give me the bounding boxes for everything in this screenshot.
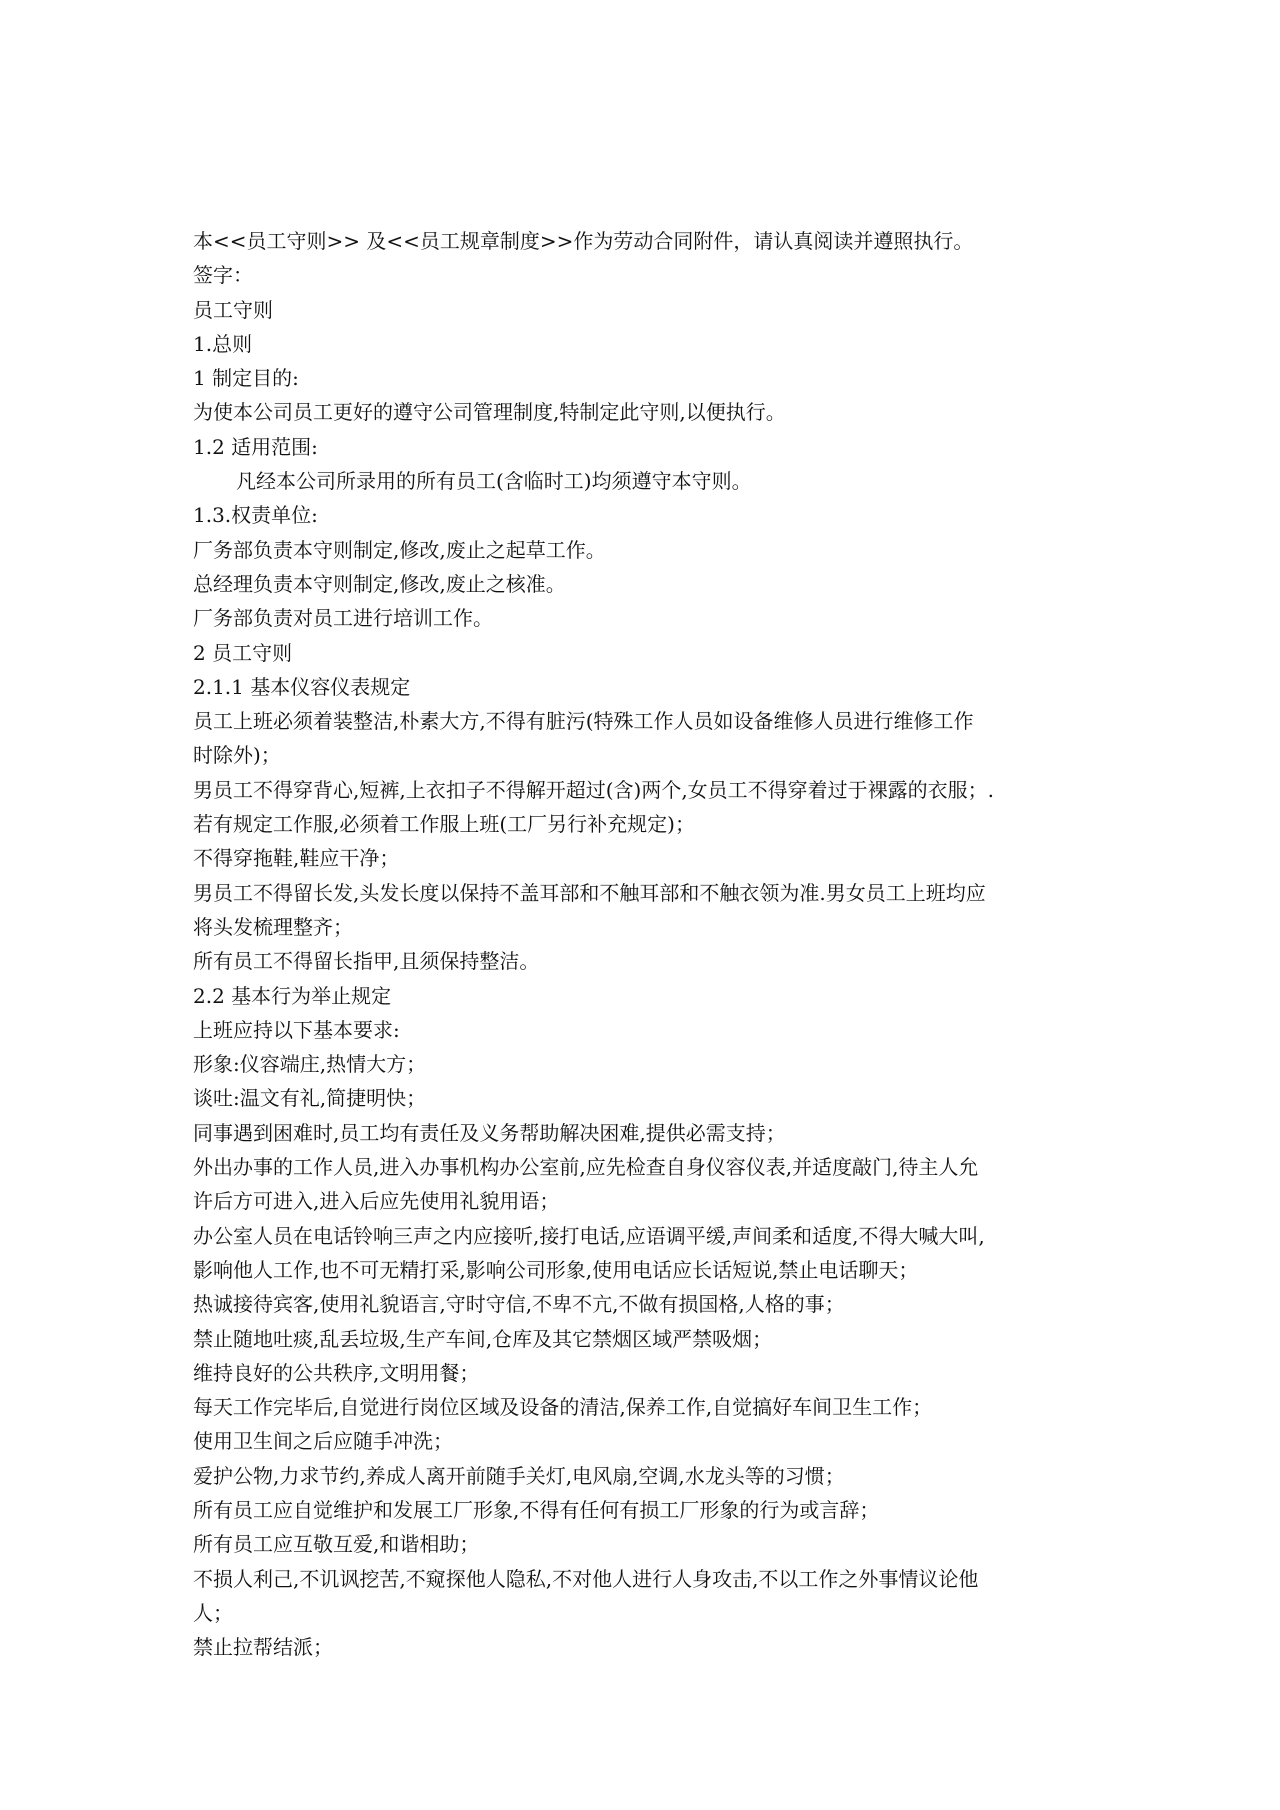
paragraph-line: 厂务部负责对员工进行培训工作。: [193, 606, 493, 631]
paragraph-line: 形象:仪容端庄,热情大方；: [193, 1052, 427, 1077]
paragraph-line: 总经理负责本守则制定,修改,废止之核准。: [193, 571, 566, 596]
signature-label: 签字：: [193, 263, 253, 288]
paragraph-line: 若有规定工作服,必须着工作服上班(工厂另行补充规定)；: [193, 812, 695, 837]
section-heading: 1.总则: [193, 331, 253, 356]
paragraph-line: 禁止随地吐痰,乱丢垃圾,生产车间,仓库及其它禁烟区域严禁吸烟；: [193, 1326, 773, 1351]
paragraph-line: 禁止拉帮结派；: [193, 1635, 333, 1660]
paragraph-line: 凡经本公司所录用的所有员工(含临时工)均须遵守本守则。: [236, 469, 752, 494]
subsection-heading: 1 制定目的:: [193, 366, 299, 391]
paragraph-line: 谈吐:温文有礼,简捷明快；: [193, 1086, 427, 1111]
paragraph-line: 维持良好的公共秩序,文明用餐；: [193, 1360, 480, 1385]
paragraph-line: 不损人利己,不讥讽挖苦,不窥探他人隐私,不对他人进行人身攻击,不以工作之外事情议论他: [193, 1566, 979, 1591]
paragraph-line: 爱护公物,力求节约,养成人离开前随手关灯,电风扇,空调,水龙头等的习惯；: [193, 1463, 845, 1488]
subsection-heading: 1.2 适用范围:: [193, 434, 318, 459]
paragraph-line: 男员工不得留长发,头发长度以保持不盖耳部和不触耳部和不触衣领为准.男女员工上班均应: [193, 880, 986, 905]
paragraph-line: 不得穿拖鞋,鞋应干净；: [193, 846, 400, 871]
paragraph-line: 外出办事的工作人员,进入办事机构办公室前,应先检查自身仪容仪表,并适度敲门,待主人允: [193, 1155, 979, 1180]
paragraph-line: 员工上班必须着装整洁,朴素大方,不得有脏污(特殊工作人员如设备维修人员进行维修工作: [193, 709, 974, 734]
paragraph-line: 所有员工应自觉维护和发展工厂形象,不得有任何有损工厂形象的行为或言辞；: [193, 1497, 880, 1522]
paragraph-line: 为使本公司员工更好的遵守公司管理制度,特制定此守则,以便执行。: [193, 400, 786, 425]
subsection-heading: 2.2 基本行为举止规定: [193, 983, 392, 1008]
paragraph-line: 时除外)；: [193, 743, 281, 768]
paragraph-line: 所有员工应互敬互爱,和谐相助；: [193, 1532, 480, 1557]
paragraph-line: 所有员工不得留长指甲,且须保持整洁。: [193, 949, 540, 974]
paragraph-line: 许后方可进入,进入后应先使用礼貌用语；: [193, 1189, 560, 1214]
paragraph-line: 每天工作完毕后,自觉进行岗位区域及设备的清洁,保养工作,自觉搞好车间卫生工作；: [193, 1395, 933, 1420]
section-heading: 2 员工守则: [193, 640, 293, 665]
paragraph-line: 同事遇到困难时,员工均有责任及义务帮助解决困难,提供必需支持；: [193, 1120, 786, 1145]
document-body: [193, 224, 1093, 1664]
document-title: 员工守则: [193, 297, 273, 322]
paragraph-line: 厂务部负责本守则制定,修改,废止之起草工作。: [193, 537, 606, 562]
subsection-heading: 1.3.权责单位:: [193, 503, 318, 528]
paragraph-line: 使用卫生间之后应随手冲洗；: [193, 1429, 453, 1454]
paragraph-line: 热诚接待宾客,使用礼貌语言,守时守信,不卑不亢,不做有损国格,人格的事；: [193, 1292, 845, 1317]
intro-paragraph: 本<<员工守则>> 及<<员工规章制度>>作为劳动合同附件，请认真阅读并遵照执行。: [193, 229, 974, 253]
paragraph-line: 男员工不得穿背心,短裤,上衣扣子不得解开超过(含)两个,女员工不得穿着过于裸露的衣服；.: [193, 777, 995, 802]
paragraph-line: 办公室人员在电话铃响三声之内应接听,接打电话,应语调平缓,声间柔和适度,不得大喊大叫,: [193, 1223, 985, 1248]
paragraph-line: 将头发梳理整齐；: [193, 914, 353, 939]
paragraph-line: 上班应持以下基本要求:: [193, 1017, 400, 1042]
paragraph-line: 人；: [193, 1600, 233, 1625]
subsection-heading: 2.1.1 基本仪容仪表规定: [193, 674, 411, 699]
paragraph-line: 影响他人工作,也不可无精打采,影响公司形象,使用电话应长话短说,禁止电话聊天；: [193, 1257, 919, 1282]
